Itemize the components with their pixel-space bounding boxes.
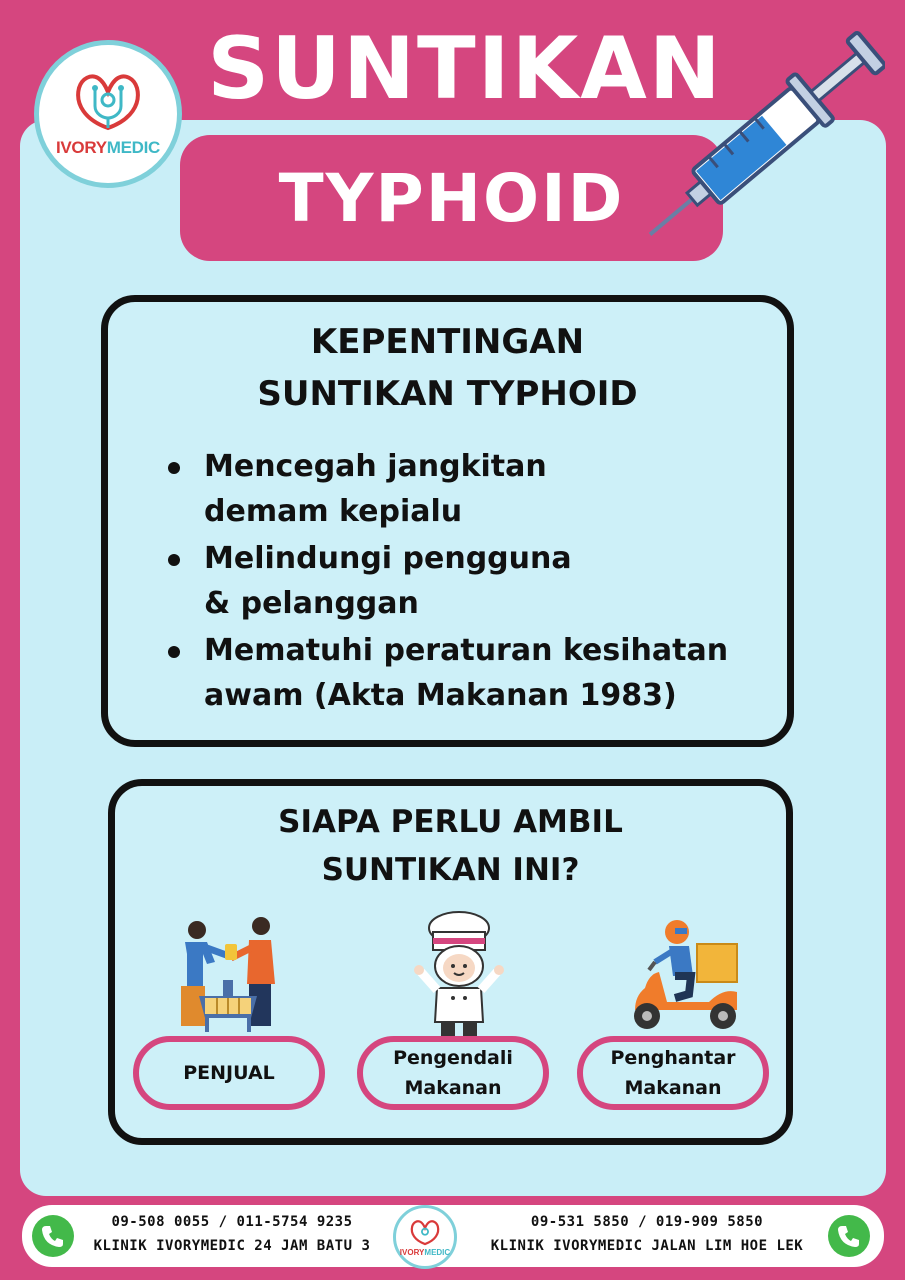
phone-handset-icon [836,1223,862,1249]
group-pill-penghantar-makanan: Penghantar Makanan [577,1036,769,1110]
group-pill-pengendali-makanan: Pengendali Makanan [357,1036,549,1110]
syringe-icon [645,28,885,248]
phone-icon [828,1215,870,1257]
phone-handset-icon [40,1223,66,1249]
importance-heading: KEPENTINGAN SUNTIKAN TYPHOID [257,322,638,414]
footer-logo [393,1205,457,1269]
logo-text: IVORYMEDIC [55,138,161,157]
list-item: Mematuhi peraturan kesihatan awam (Akta Makanan 1983) [164,628,728,718]
left-clinic-name: KLINIK IVORYMEDIC 24 JAM BATU 3 [93,1238,371,1254]
chef-icon [411,910,507,1040]
ivorymedic-logo [34,40,182,188]
scooter-rider-icon [619,918,749,1040]
stethoscope-logo-icon [65,70,151,136]
stethoscope-logo-icon [406,1218,444,1248]
group-pill-penjual: PENJUAL [133,1036,325,1110]
who-heading: SIAPA PERLU AMBIL SUNTIKAN INI? [278,804,623,888]
importance-card [101,295,794,747]
who-card [108,779,793,1145]
vendor-icon [167,914,287,1038]
title-badge [180,135,723,261]
importance-list [164,444,728,720]
phone-icon [32,1215,74,1257]
footer-logo-text: IVORYMEDIC [399,1247,451,1257]
left-phone-numbers[interactable]: 09-508 0055 / 011-5754 9235 [111,1214,353,1230]
right-clinic-name: KLINIK IVORYMEDIC JALAN LIM HOE LEK [490,1238,804,1254]
list-item: Melindungi pengguna & pelanggan [164,536,728,626]
right-phone-numbers[interactable]: 09-531 5850 / 019-909 5850 [530,1214,764,1230]
list-item: Mencegah jangkitan demam kepialu [164,444,728,534]
title-line-1: SUNTIKAN [207,19,723,119]
title-line-2: TYPHOID [278,159,625,237]
